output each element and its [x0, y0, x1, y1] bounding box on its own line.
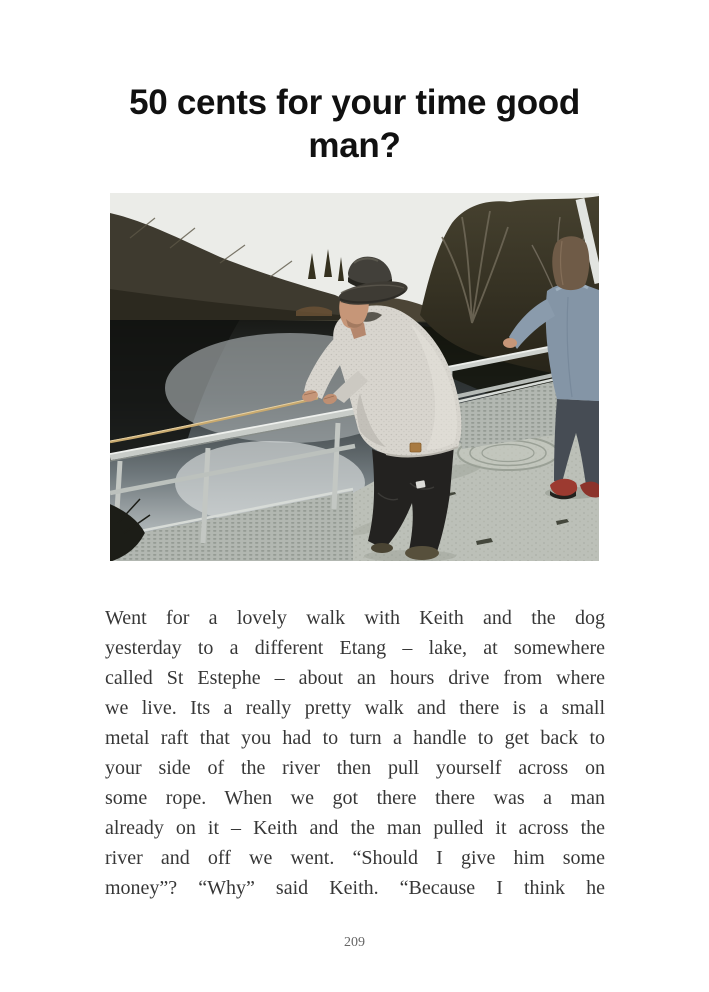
article-photo	[110, 193, 599, 561]
man-boot	[405, 546, 439, 560]
paragraph-line: metal raft that you had to turn a handle to get back to	[105, 727, 605, 749]
paragraph-line: Went for a lovely walk with Keith and the dog	[105, 607, 605, 629]
second-person-hand	[503, 338, 517, 348]
second-person-hair	[552, 236, 589, 290]
sweater-label	[410, 443, 421, 452]
title-line-1: 50 cents for your time good	[129, 83, 580, 122]
paragraph-line: money”? “Why” said Keith. “Because I think he	[105, 877, 605, 899]
page-title	[0, 81, 709, 167]
paragraph-line: your side of the river then pull yourself across on	[105, 757, 605, 779]
paragraph-line: some rope. When we got there there was a man	[105, 787, 605, 809]
paragraph-line: yesterday to a different Etang – lake, at somewhere	[105, 637, 605, 659]
page-number: 209	[344, 935, 365, 950]
paragraph-line: already on it – Keith and the man pulled it across the	[105, 817, 605, 839]
body-paragraph	[105, 603, 605, 903]
man-boot-rear	[371, 543, 393, 553]
title-line-2: man?	[308, 126, 401, 165]
paragraph-line: we live. Its a really pretty walk and there is a small	[105, 697, 605, 719]
paragraph-line: called St Estephe – about an hours drive from where	[105, 667, 605, 689]
photo-illustration	[110, 193, 599, 561]
paragraph-line: river and off we went. “Should I give him some	[105, 847, 605, 869]
second-person-jacket	[546, 283, 599, 401]
